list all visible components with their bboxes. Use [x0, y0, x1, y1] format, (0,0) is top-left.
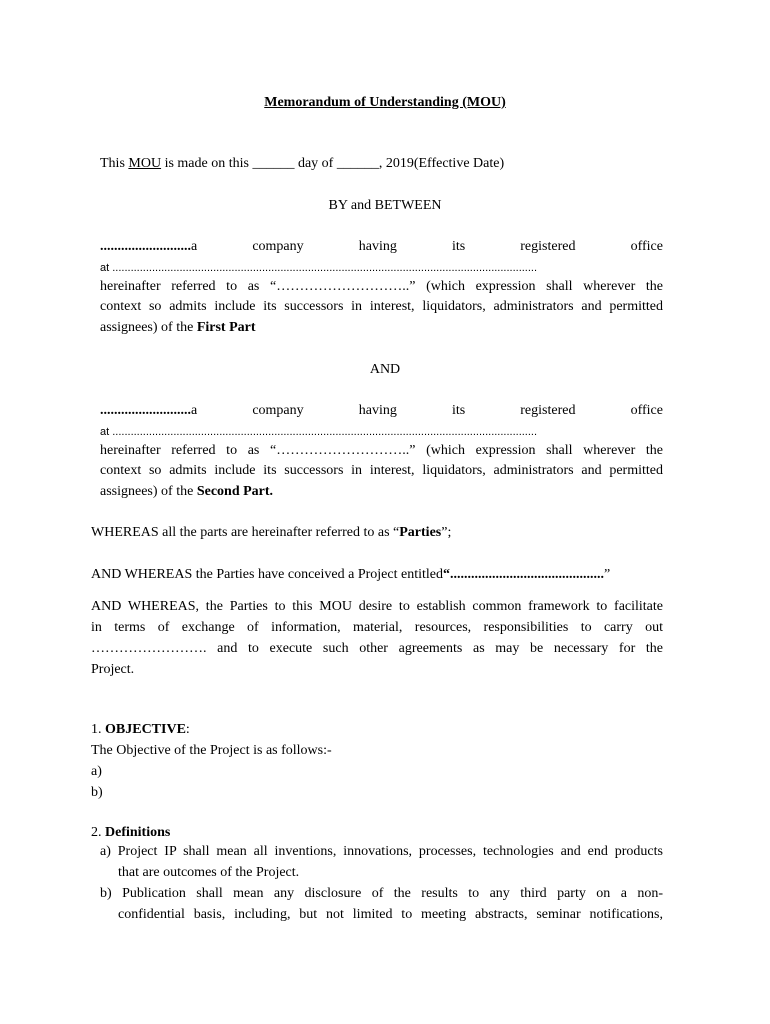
second-party-word-company: company [252, 403, 304, 418]
first-party-word-company: company [252, 239, 304, 254]
definitions-title: Definitions [105, 825, 171, 840]
whereas1-pre: WHEREAS all the parts are hereinafter referred to as “ [91, 525, 400, 540]
objective-title: OBJECTIVE [105, 722, 186, 737]
intro-pre: This [100, 156, 129, 171]
objective-item-a: a) [91, 764, 102, 779]
second-party-text-line3 [100, 482, 273, 503]
first-party-word-a: a [191, 239, 198, 254]
second-party-text-line1 [100, 441, 663, 462]
first-party-line3-pre: assignees) of the [100, 320, 197, 335]
whereas2-project-title-blank: “............................................ [442, 567, 604, 582]
second-party-word-registered: registered [520, 403, 576, 418]
whereas1-parties: Parties [399, 525, 442, 540]
definitions-number: 2. [91, 825, 105, 840]
by-between-heading: BY and BETWEEN [328, 198, 442, 213]
first-party-line2-text: context so admits include its successors in interest, liquidators, administrators and permitted [100, 299, 663, 314]
intro-paragraph [100, 154, 504, 175]
first-party-company-line [100, 237, 663, 258]
objective-colon: : [185, 722, 190, 737]
whereas3-line3-text: ……………………. and to execute such other agreements as may be necessary for the [91, 641, 663, 656]
whereas3-line2-text: in terms of exchange of information, material, resources, responsibilities to carry out [91, 620, 663, 635]
objective-number: 1. [91, 722, 105, 737]
whereas-project-clause [91, 565, 610, 586]
second-party-part-label: Second Part. [196, 484, 274, 499]
first-party-text-line1 [100, 277, 663, 298]
first-party-line1-text: hereinafter referred to as “………………………..” (which expression shall wherever the [100, 279, 663, 294]
whereas-framework-line1 [91, 597, 663, 618]
first-party-name-blank: .......................... [100, 239, 191, 254]
second-party-name-blank: .......................... [100, 403, 191, 418]
whereas-framework-line3 [91, 639, 663, 660]
first-party-text-line3 [100, 318, 256, 339]
whereas-parties-clause [91, 523, 451, 544]
second-party-word-office: office [630, 403, 663, 418]
objective-text: The Objective of the Project is as follows:- [91, 743, 332, 758]
definition-b-line2-text: confidential basis, including, but not limited to meeting abstracts, seminar notifications, [118, 907, 663, 922]
definition-a-line2: that are outcomes of the Project. [118, 865, 300, 880]
and-separator: AND [369, 362, 401, 377]
second-party-line1-text: hereinafter referred to as “………………………..” (which expression shall wherever the [100, 443, 663, 458]
first-party-text-line2 [100, 297, 663, 318]
second-party-word-having: having [358, 403, 397, 418]
second-party-word-a: a [191, 403, 198, 418]
whereas1-post: ”; [441, 525, 452, 540]
first-party-word-having: having [358, 239, 397, 254]
whereas2-post: ” [603, 567, 611, 582]
second-party-line3-pre: assignees) of the [100, 484, 197, 499]
second-party-address-line: at ........................................................................................................................................... [100, 426, 538, 438]
definition-a-line1 [100, 842, 663, 863]
intro-mou: MOU [128, 156, 162, 171]
definition-b-line1-text: b) Publication shall mean any disclosure of the results to any third party on a non- [100, 886, 663, 901]
document-title: Memorandum of Understanding (MOU) [264, 95, 506, 110]
first-party-word-its: its [451, 239, 466, 254]
whereas2-pre: AND WHEREAS the Parties have conceived a Project entitled [91, 567, 443, 582]
first-party-address-line: at ........................................................................................................................................... [100, 262, 538, 274]
whereas3-line1-text: AND WHEREAS, the Parties to this MOU desire to establish common framework to facilitate [91, 599, 663, 614]
second-party-word-its: its [451, 403, 466, 418]
second-party-line2-text: context so admits include its successors in interest, liquidators, administrators and permitted [100, 463, 663, 478]
definition-b-line1 [100, 884, 663, 905]
definitions-heading [91, 823, 170, 844]
whereas-framework-line2 [91, 618, 663, 639]
first-party-part-label: First Part [196, 320, 256, 335]
first-party-word-office: office [630, 239, 663, 254]
objective-item-b: b) [91, 785, 103, 800]
objective-heading [91, 720, 190, 741]
intro-post: is made on this ______ day of ______, 2019(Effective Date) [161, 156, 505, 171]
second-party-company-line [100, 401, 663, 422]
definition-b-line2 [118, 905, 663, 926]
definition-a-line1-text: a) Project IP shall mean all inventions, innovations, processes, technologies and end products [100, 844, 663, 859]
whereas-framework-line4: Project. [91, 662, 135, 677]
first-party-word-registered: registered [520, 239, 576, 254]
second-party-text-line2 [100, 461, 663, 482]
